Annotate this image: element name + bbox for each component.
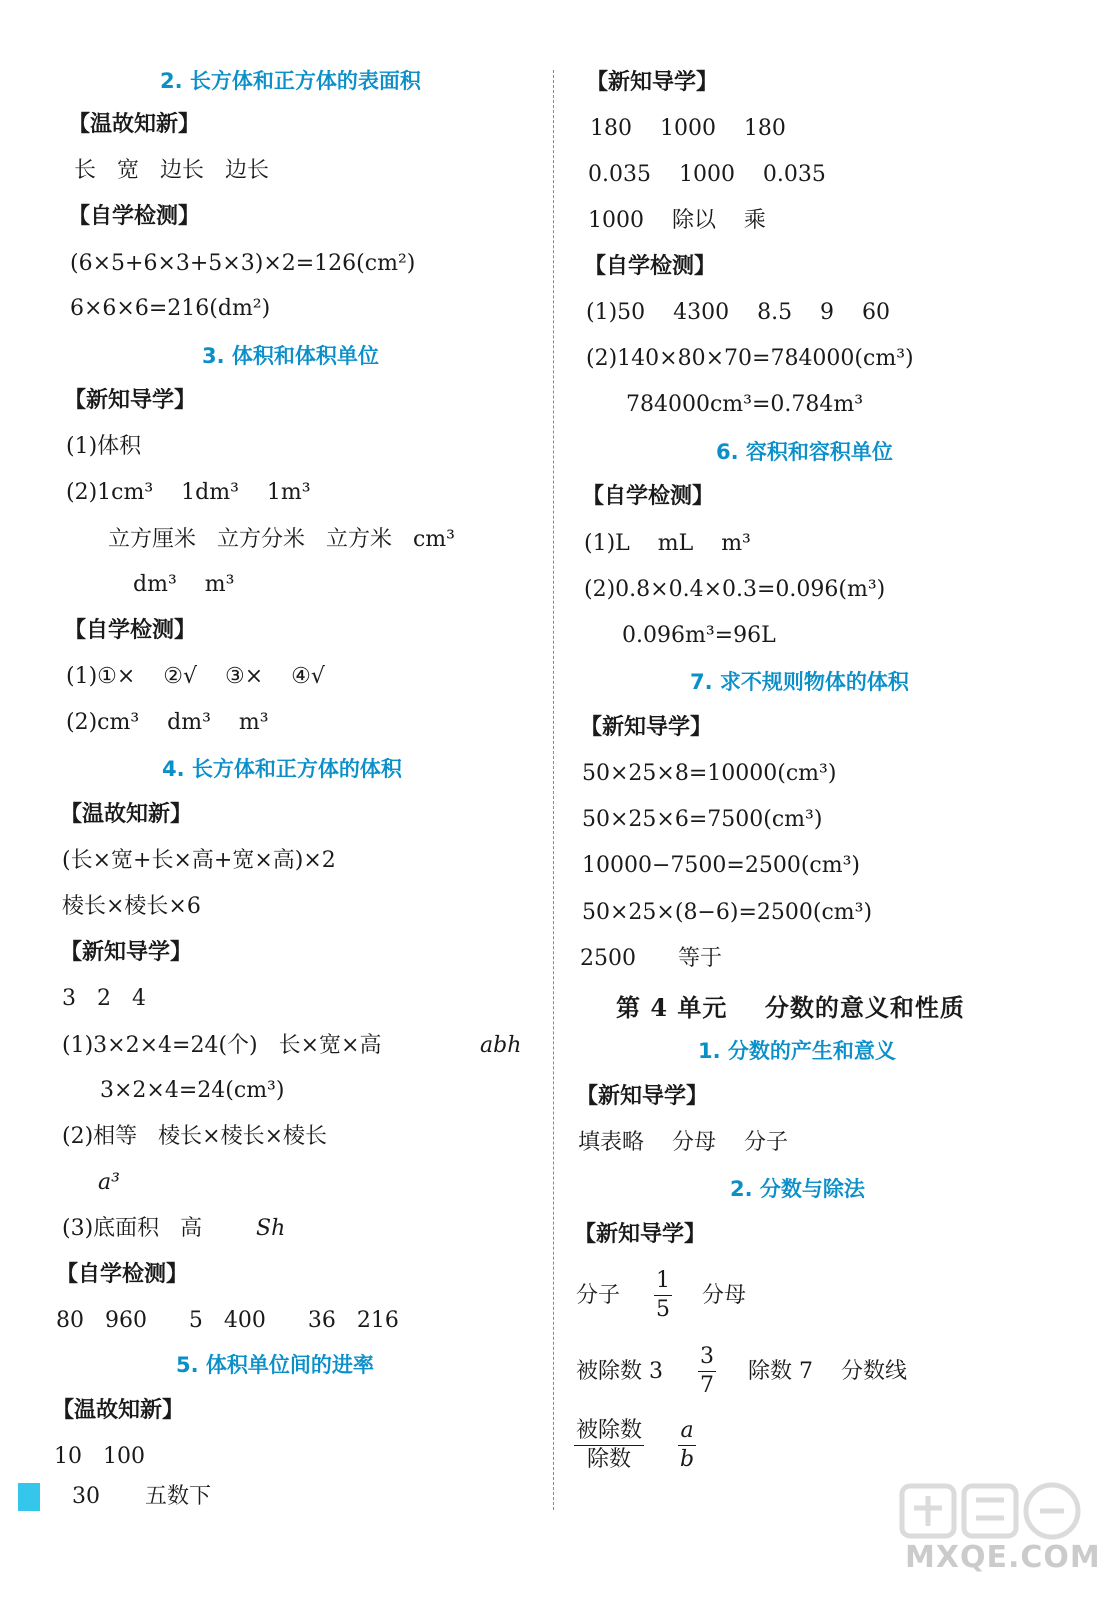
answer-line: 3×2×4=24(cm³) — [100, 1078, 285, 1103]
fraction-words — [574, 1418, 644, 1473]
page-number: 30 — [72, 1484, 100, 1509]
answer-line: 长 宽 边长 边长 — [74, 158, 269, 183]
answer-line: 10000−7500=2500(cm³) — [582, 853, 860, 878]
answer-line: (1)50 4300 8.5 9 60 — [586, 300, 891, 325]
answer-line: 784000cm³=0.784m³ — [626, 392, 864, 417]
answer-line: (2)相等 棱长×棱长×棱长 — [62, 1124, 328, 1149]
section-title-fraction-division: 2. 分数与除法 — [730, 1177, 865, 1201]
book-label: 五数下 — [145, 1484, 212, 1509]
fraction-letters — [678, 1418, 696, 1473]
heading-review: 【温故知新】 — [60, 802, 193, 827]
fraction — [698, 1344, 716, 1399]
section-title-surface-area: 2. 长方体和正方体的表面积 — [160, 69, 421, 93]
heading-new-knowledge: 【新知导学】 — [60, 940, 193, 965]
unit-title: 第 4 单元 分数的意义和性质 — [616, 993, 965, 1022]
section-title-capacity: 6. 容积和容积单位 — [716, 440, 893, 464]
heading-self-check: 【自学检测】 — [56, 1262, 189, 1287]
answer-line: 0.096m³=96L — [622, 623, 776, 648]
answer-line: (6×5+6×3+5×3)×2=126(cm²) — [70, 251, 416, 276]
answer-line: 被除数 3 — [576, 1359, 663, 1384]
answer-line: 0.035 1000 0.035 — [588, 162, 826, 187]
answer-line: 立方厘米 立方分米 立方米 cm³ — [108, 527, 455, 552]
heading-new-knowledge: 【新知导学】 — [580, 715, 713, 740]
heading-new-knowledge: 【新知导学】 — [574, 1222, 707, 1247]
section-title-irregular-volume: 7. 求不规则物体的体积 — [690, 670, 909, 694]
fraction-denominator: 除数 — [587, 1447, 632, 1472]
answer-line: (1)体积 — [66, 434, 142, 459]
section-title-volume-units: 3. 体积和体积单位 — [202, 344, 379, 368]
answer-line: 分子 — [576, 1283, 621, 1308]
fraction-denominator: 7 — [700, 1373, 714, 1398]
answer-line: 1000 除以 乘 — [588, 208, 766, 233]
right-column — [570, 0, 1109, 1600]
answer-line: dm³ m³ — [133, 572, 235, 597]
heading-new-knowledge: 【新知导学】 — [64, 388, 197, 413]
heading-review: 【温故知新】 — [52, 1398, 185, 1423]
answer-line: (1)L mL m³ — [584, 531, 751, 556]
fraction-numerator: 1 — [656, 1268, 670, 1293]
answer-line: (2)140×80×70=784000(cm³) — [586, 346, 914, 371]
answer-formula: Sh — [256, 1216, 286, 1241]
answer-line: (2)cm³ dm³ m³ — [66, 710, 269, 735]
heading-self-check: 【自学检测】 — [64, 618, 197, 643]
answer-line: 180 1000 180 — [590, 116, 786, 141]
answer-line: 50×25×(8−6)=2500(cm³) — [582, 900, 873, 925]
fraction-numerator: 被除数 — [576, 1418, 643, 1443]
heading-self-check: 【自学检测】 — [582, 484, 715, 509]
answer-line: 10 100 — [54, 1444, 145, 1469]
fraction-bar — [654, 1295, 672, 1296]
fraction — [654, 1268, 672, 1323]
column-divider — [553, 70, 554, 1510]
watermark-text: MXQE.COM — [905, 1540, 1101, 1575]
answer-line: 80 960 5 400 36 216 — [56, 1308, 399, 1333]
fraction-denominator: 5 — [656, 1297, 670, 1322]
answer-line: 分母 — [702, 1283, 747, 1308]
answer-line: 除数 7 分数线 — [748, 1359, 907, 1384]
answer-line: 6×6×6=216(dm²) — [70, 296, 271, 321]
heading-self-check: 【自学检测】 — [584, 254, 717, 279]
fraction-bar — [678, 1445, 696, 1446]
fraction-denominator: b — [680, 1447, 695, 1472]
fraction-numerator: a — [680, 1418, 694, 1443]
answer-line: (1)3×2×4=24(个) 长×宽×高 — [62, 1033, 382, 1058]
answer-line: 50×25×6=7500(cm³) — [582, 807, 823, 832]
answer-line: (长×宽+长×高+宽×高)×2 — [62, 848, 336, 873]
heading-new-knowledge: 【新知导学】 — [576, 1084, 709, 1109]
heading-review: 【温故知新】 — [68, 112, 201, 137]
answer-line: 填表略 分母 分子 — [578, 1130, 788, 1155]
answer-line: (3)底面积 高 — [62, 1216, 203, 1241]
answer-line: (1)①× ②√ ③× ④√ — [66, 664, 325, 689]
section-title-fraction-meaning: 1. 分数的产生和意义 — [698, 1039, 896, 1063]
fraction-bar — [698, 1371, 716, 1372]
answer-line: (2)0.8×0.4×0.3=0.096(m³) — [584, 577, 886, 602]
answer-line: 50×25×8=10000(cm³) — [582, 761, 837, 786]
answer-line: (2)1cm³ 1dm³ 1m³ — [66, 480, 311, 505]
answer-line: 棱长×棱长×6 — [62, 894, 201, 919]
section-title-unit-conversion: 5. 体积单位间的进率 — [176, 1353, 374, 1377]
section-title-volume: 4. 长方体和正方体的体积 — [162, 757, 402, 781]
answer-line: 2500 等于 — [580, 946, 722, 971]
answer-formula: a³ — [98, 1170, 120, 1195]
heading-self-check: 【自学检测】 — [68, 204, 201, 229]
heading-new-knowledge: 【新知导学】 — [586, 70, 719, 95]
page-marker-block — [18, 1483, 40, 1511]
fraction-bar — [574, 1445, 644, 1446]
answer-formula: abh — [480, 1033, 522, 1058]
fraction-numerator: 3 — [700, 1344, 714, 1369]
answer-line: 3 2 4 — [62, 986, 146, 1011]
